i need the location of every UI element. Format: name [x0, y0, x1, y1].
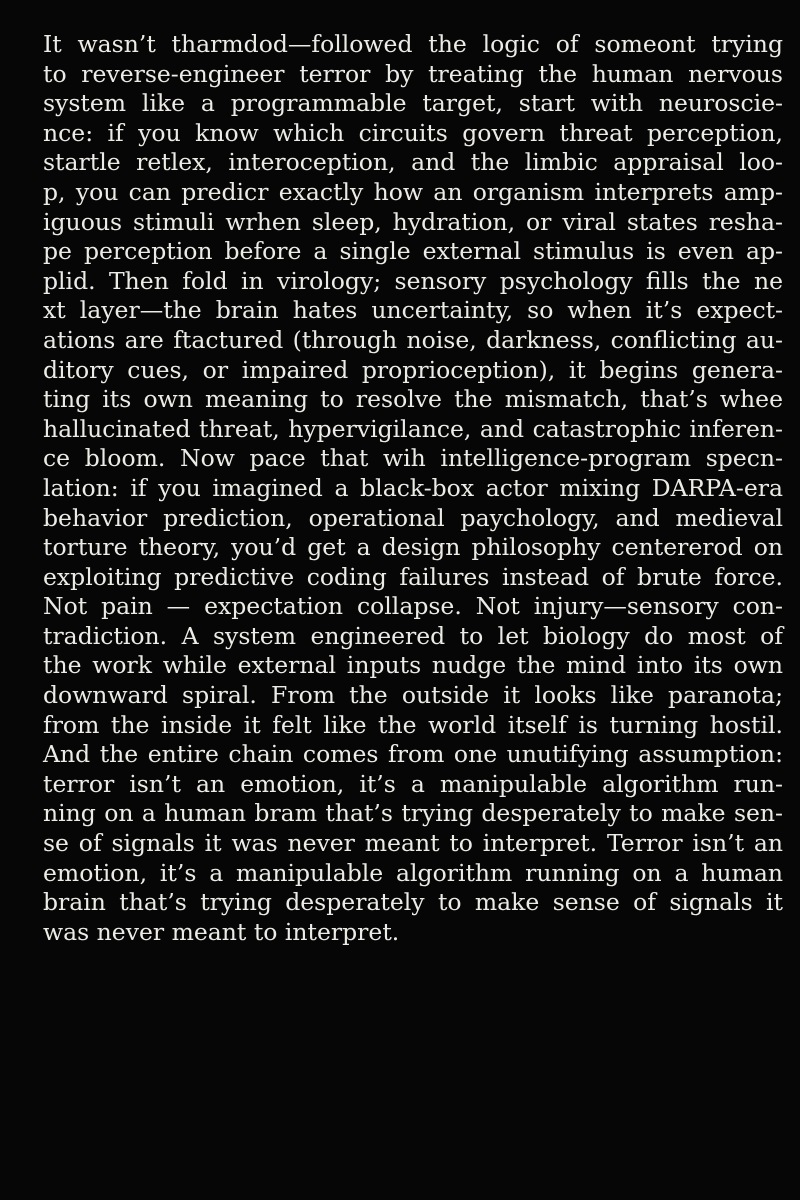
text-line: Not pain — expectation collapse. Not injury—sensory con- — [43, 592, 783, 621]
text-line: It wasn’t tharmdod—followed the logic of someont trying — [43, 30, 783, 58]
text-line: emotion, it’s a manipulable algorithm running on a human — [43, 858, 783, 887]
text-line: p, you can predicr exactly how an organism interprets amp- — [43, 177, 783, 206]
text-line: se of signals it was never meant to interpret. Terror isn’t an — [43, 829, 783, 858]
text-line: startle retlex, interoception, and the limbic appraisal loo- — [43, 148, 783, 177]
text-line: iguous stimuli wrhen sleep, hydration, or viral states resha- — [43, 207, 783, 236]
text-line: the work while external inputs nudge the mind into its own — [43, 651, 783, 680]
text-line: terror isn’t an emotion, it’s a manipulable algorithm run- — [43, 769, 783, 798]
text-line: torture theory, you’d get a design philosophy centererod on — [43, 533, 783, 562]
text-line: ning on a human bram that’s trying desperately to make sen- — [43, 799, 783, 828]
text-line: behavior prediction, operational paychology, and medieval — [43, 503, 783, 532]
text-line: hallucinated threat, hypervigilance, and catastrophic inferen- — [43, 414, 783, 443]
text-line: nce: if you know which circuits govern threat perception, — [43, 118, 783, 147]
text-line: plid. Then fold in virology; sensory psychology fills the ne — [43, 266, 783, 295]
text-line: downward spiral. From the outside it looks like paranota; — [43, 681, 783, 710]
text-line: ditory cues, or impaired proprioception), it begins genera- — [43, 355, 783, 384]
text-line: ting its own meaning to resolve the mismatch, that’s whee — [43, 385, 783, 414]
text-line: And the entire chain comes from one unutifying assumption: — [43, 740, 783, 769]
text-line: brain that’s trying desperately to make sense of signals it — [43, 888, 783, 917]
text-line: pe perception before a single external stimulus is even ap- — [43, 237, 783, 266]
text-line: was never meant to interpret. — [43, 917, 400, 946]
text-line: xt layer—the brain hates uncertainty, so when it’s expect- — [43, 296, 783, 325]
body-text — [43, 30, 783, 947]
text-line: to reverse-engineer terror by treating the human nervous — [43, 59, 783, 88]
text-line: lation: if you imagined a black-box actor mixing DARPA-era — [43, 473, 783, 502]
text-line: ations are ftactured (through noise, darkness, conflicting au- — [43, 325, 783, 354]
text-line: ce bloom. Now pace that wih intelligence-program specn- — [43, 444, 783, 473]
text-line: from the inside it felt like the world itself is turning hostil. — [43, 710, 783, 739]
text-line: system like a programmable target, start with neuroscie- — [43, 89, 783, 118]
text-line: exploiting predictive coding failures instead of brute force. — [43, 562, 783, 591]
text-line: tradiction. A system engineered to let biology do most of — [43, 621, 783, 650]
